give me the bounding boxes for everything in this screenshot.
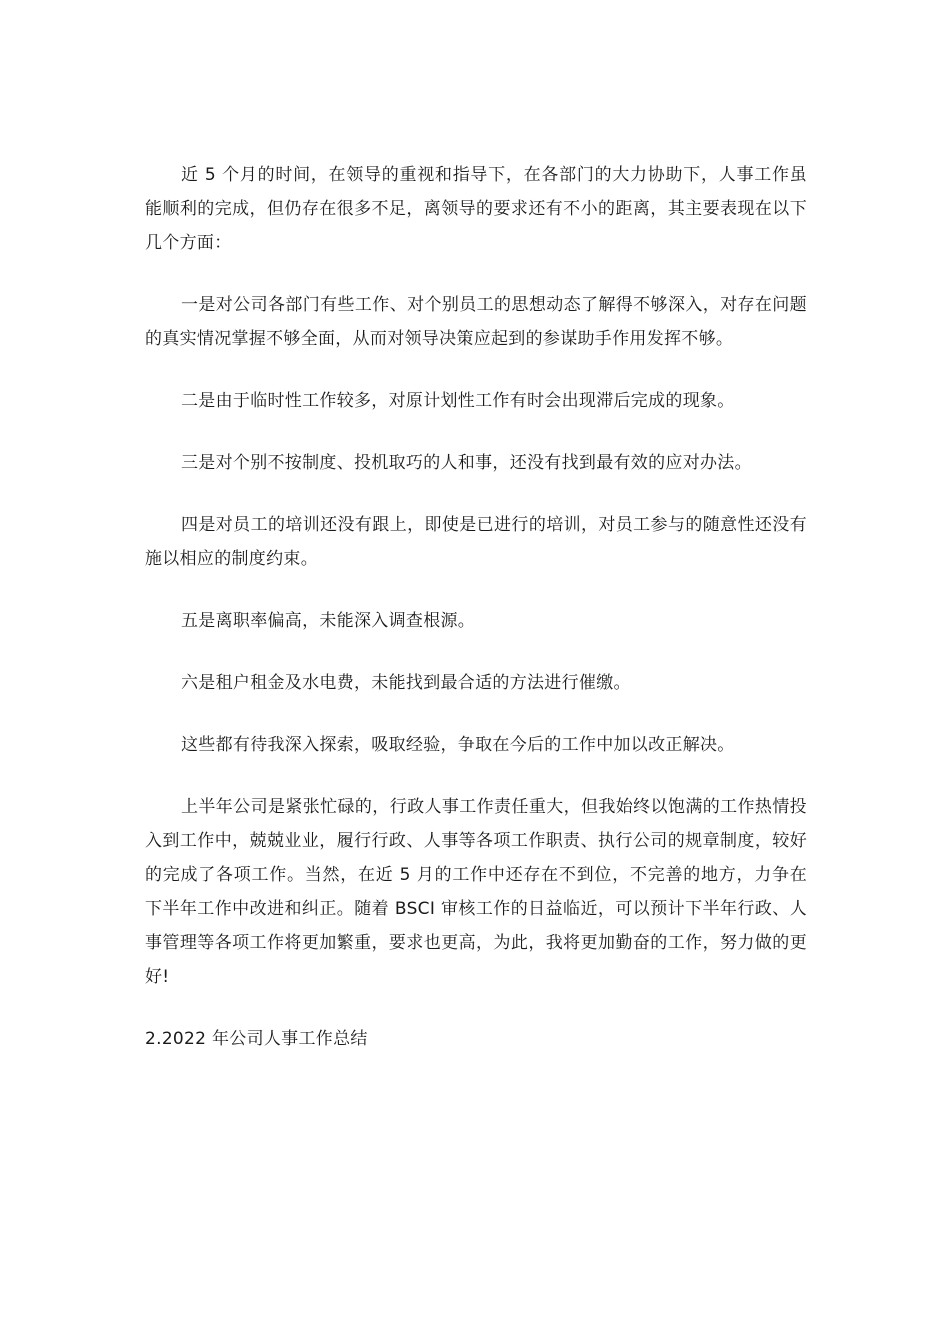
paragraph-intro: 近 5 个月的时间，在领导的重视和指导下，在各部门的大力协助下，人事工作虽能顺利的完成，但仍存在很多不足，离领导的要求还有不小的距离，其主要表现在以下几个方面： [145, 165, 807, 253]
paragraph-point-2: 二是由于临时性工作较多，对原计划性工作有时会出现滞后完成的现象。 [181, 391, 735, 411]
paragraph-conclusion: 上半年公司是紧张忙碌的，行政人事工作责任重大，但我始终以饱满的工作热情投入到工作中，兢兢业业，履行行政、人事等各项工作职责、执行公司的规章制度，较好的完成了各项工作。当然，在近 5 月的工作中还存在不到位，不完善的地方，力争在下半年工作中改进和纠正。随着 BSCI 审核工作的日益临近，可以预计下半年行政、人事管理等各项工作将更加繁重，要求也更高，为此，我将更加勤奋的工作，努力做的更好! [145, 797, 807, 987]
paragraph-point-3: 三是对个别不按制度、投机取巧的人和事，还没有找到最有效的应对办法。 [181, 453, 752, 473]
paragraph-summary: 这些都有待我深入探索，吸取经验，争取在今后的工作中加以改正解决。 [181, 735, 735, 755]
paragraph-point-4: 四是对员工的培训还没有跟上，即使是已进行的培训，对员工参与的随意性还没有施以相应的制度约束。 [145, 515, 807, 569]
paragraph-point-6: 六是租户租金及水电费，未能找到最合适的方法进行催缴。 [181, 673, 631, 693]
section-heading: 2.2022 年公司人事工作总结 [145, 1029, 368, 1049]
paragraph-point-1: 一是对公司各部门有些工作、对个别员工的思想动态了解得不够深入，对存在问题的真实情况掌握不够全面，从而对领导决策应起到的参谋助手作用发挥不够。 [145, 295, 807, 349]
paragraph-point-5: 五是离职率偏高，未能深入调查根源。 [181, 611, 476, 631]
document-body [145, 158, 807, 1084]
